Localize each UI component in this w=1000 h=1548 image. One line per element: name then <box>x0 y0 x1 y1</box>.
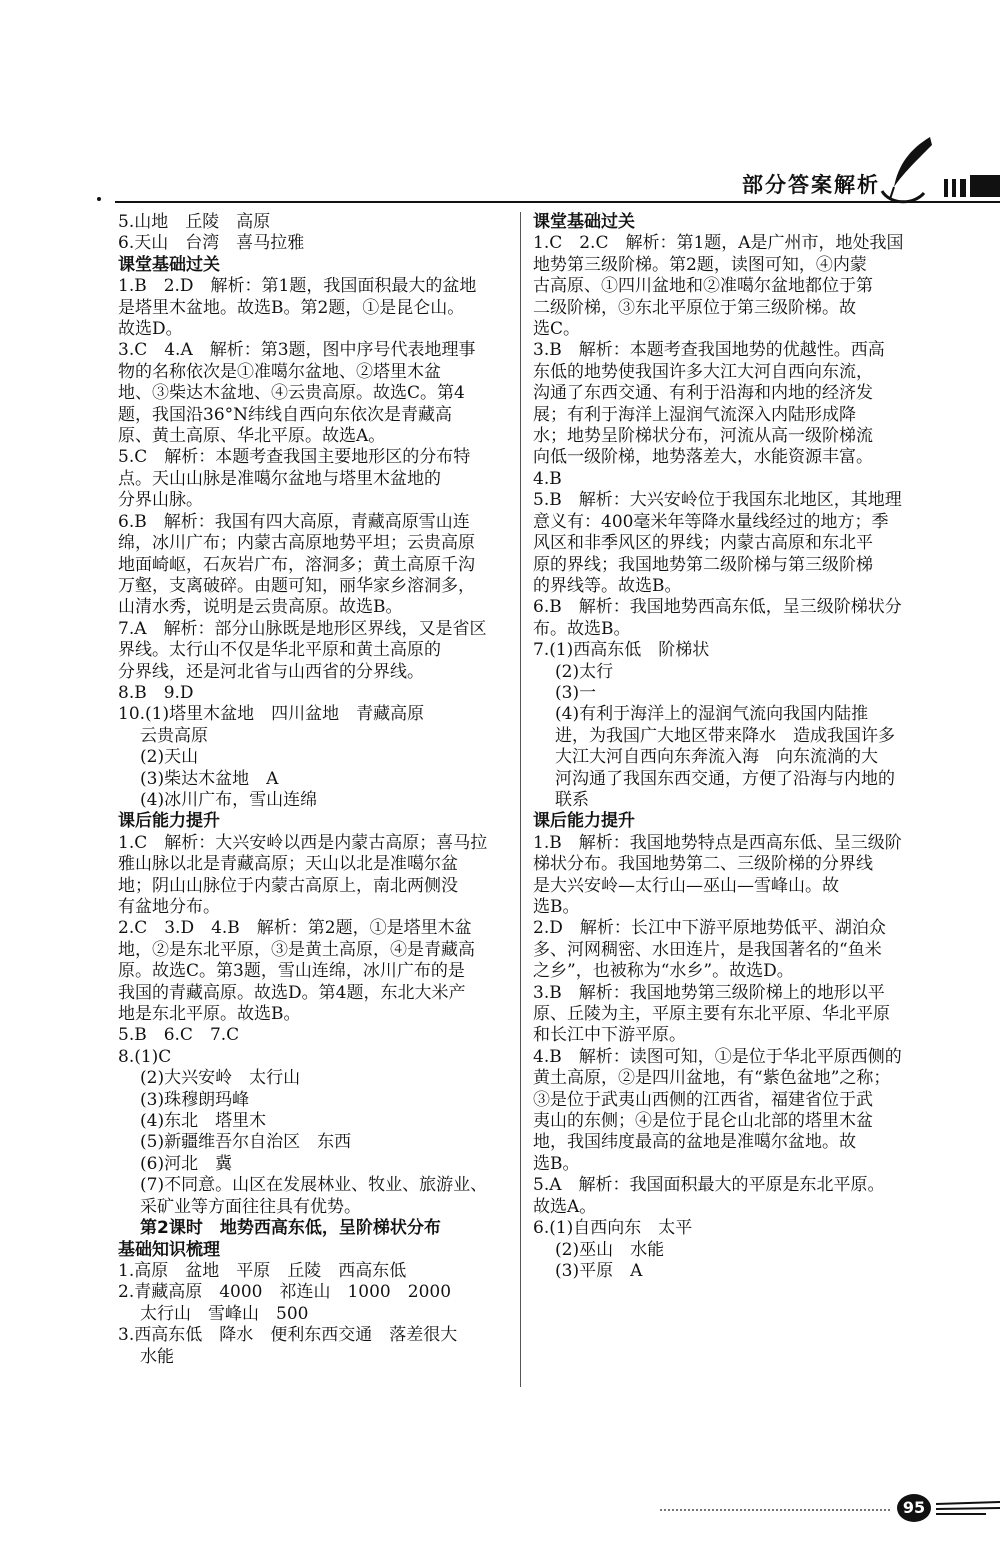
section-heading: 第2课时 地势西高东低，呈阶梯状分布 <box>140 1218 441 1239</box>
answer-line: 选B。 <box>533 897 580 917</box>
answer-line: 原。故选C。第3题，雪山连绵，冰川广布的是 <box>118 961 465 982</box>
answer-line: 水能 <box>140 1346 174 1367</box>
footer-dotted-rule <box>660 1509 890 1511</box>
answer-line: 布。故选B。 <box>533 618 631 639</box>
answer-line: (2)天山 <box>140 747 199 768</box>
answer-line: 点。天山山脉是准噶尔盆地与塔里木盆地的 <box>118 468 441 489</box>
answer-line: 雅山脉以北是青藏高原；天山以北是准噶尔盆 <box>118 854 458 875</box>
answer-line: 云贵高原 <box>140 725 208 746</box>
answer-line: 1.B 解析：我国地势特点是西高东低、呈三级阶 <box>533 832 902 853</box>
answer-line: 地；阴山山脉位于内蒙古高原上，南北两侧没 <box>118 875 458 896</box>
answer-line: 7.A 解析：部分山脉既是地形区界线，又是省区 <box>118 618 487 639</box>
header-dot <box>97 197 101 201</box>
header-bars-icon <box>944 173 1000 199</box>
answer-line: 1.C 解析：大兴安岭以西是内蒙古高原；喜马拉 <box>118 832 488 853</box>
answer-line: 绵，冰川广布；内蒙古高原地势平坦；云贵高原 <box>118 533 475 554</box>
answer-line: 界线。太行山不仅是华北平原和黄土高原的 <box>118 640 441 661</box>
answer-line: 采矿业等方面往往具有优势。 <box>140 1196 361 1217</box>
answer-line: 风区和非季风区的界线；内蒙古高原和东北平 <box>533 533 873 554</box>
answer-line: 3.西高东低 降水 便利东西交通 落差很大 <box>118 1325 458 1346</box>
answer-line: 6.B 解析：我国地势西高东低，呈三级阶梯状分 <box>533 597 902 618</box>
answer-line: 地势第三级阶梯。第2题，读图可知，④内蒙 <box>533 254 867 275</box>
answer-line: (2)太行 <box>555 661 614 682</box>
answer-line: 5.B 6.C 7.C <box>118 1025 240 1046</box>
quill-pen-icon <box>880 135 940 205</box>
answer-line: 5.B 解析：大兴安岭位于我国东北地区，其地理 <box>533 490 902 511</box>
answer-line: 分界线，还是河北省与山西省的分界线。 <box>118 661 424 682</box>
answer-line: 万壑，支离破碎。由题可知，丽华家乡溶洞多， <box>118 575 475 596</box>
answer-line: 向低一级阶梯，地势落差大，水能资源丰富。 <box>533 447 873 468</box>
section-heading: 课堂基础过关 <box>533 212 635 232</box>
answer-line: 5.山地 丘陵 高原 <box>118 212 271 232</box>
answer-line: 选C。 <box>533 319 581 340</box>
answer-line: 2.C 3.D 4.B 解析：第2题，①是塔里木盆 <box>118 918 472 939</box>
answer-line: 梯状分布。我国地势第二、三级阶梯的分界线 <box>533 854 873 875</box>
answer-line: (3)平原 A <box>555 1260 643 1281</box>
left-column <box>118 212 513 1368</box>
answer-line: 原、丘陵为主，平原主要有东北平原、华北平原 <box>533 1004 890 1025</box>
answer-line: 3.B 解析：本题考查我国地势的优越性。西高 <box>533 340 885 361</box>
page-header <box>115 165 1000 205</box>
answer-line: (2)巫山 水能 <box>555 1239 665 1260</box>
answer-line: 联系 <box>555 789 589 810</box>
answer-line: 进，为我国广大地区带来降水 造成我国许多 <box>555 725 895 746</box>
answer-line: 6.(1)自西向东 太平 <box>533 1218 693 1239</box>
answer-line: 河沟通了我国东西交通，方便了沿海与内地的 <box>555 768 895 789</box>
answer-line: 大江大河自西向东奔流入海 向东流淌的大 <box>555 747 878 768</box>
answer-line: 地，我国纬度最高的盆地是准噶尔盆地。故 <box>533 1132 856 1153</box>
answer-line: 故选A。 <box>533 1196 597 1217</box>
answer-line: 沟通了东西交通、有利于沿海和内地的经济发 <box>533 383 873 404</box>
answer-line: 1.C 2.C 解析：第1题，A是广州市，地处我国 <box>533 233 904 254</box>
answer-line: (3)一 <box>555 682 597 703</box>
section-heading: 基础知识梳理 <box>118 1239 220 1260</box>
answer-line: 多、河网稠密、水田连片，是我国著名的“鱼米 <box>533 939 882 960</box>
answer-line: 的界线等。故选B。 <box>533 575 682 596</box>
header-title: 部分答案解析 <box>742 173 880 197</box>
answer-line: 太行山 雪峰山 500 <box>140 1303 309 1324</box>
answer-line: 水；地势呈阶梯状分布，河流从高一级阶梯流 <box>533 426 873 447</box>
answer-line: 2.青藏高原 4000 祁连山 1000 2000 <box>118 1282 452 1303</box>
page-footer <box>660 1490 1000 1530</box>
answer-line: (2)大兴安岭 太行山 <box>140 1068 301 1089</box>
answer-line: 展；有利于海洋上湿润气流深入内陆形成降 <box>533 404 856 425</box>
answer-line: (4)冰川广布，雪山连绵 <box>140 789 318 810</box>
answer-line: 1.B 2.D 解析：第1题，我国面积最大的盆地 <box>118 276 477 297</box>
answer-line: 东低的地势使我国许多大江大河自西向东流， <box>533 361 873 382</box>
answer-line: (4)有利于海洋上的湿润气流向我国内陆推 <box>555 704 869 725</box>
answer-line: 地是东北平原。故选B。 <box>118 1004 301 1025</box>
answer-line: 选B。 <box>533 1153 580 1174</box>
answer-line: (3)珠穆朗玛峰 <box>140 1089 250 1110</box>
answer-line: 和长江中下游平原。 <box>533 1025 686 1046</box>
answer-line: ③是位于武夷山西侧的江西省，福建省位于武 <box>533 1089 873 1110</box>
answer-line: 故选D。 <box>118 319 183 340</box>
answer-line: 6.天山 台湾 喜马拉雅 <box>118 233 305 254</box>
answer-line: 5.A 解析：我国面积最大的平原是东北平原。 <box>533 1175 885 1196</box>
section-heading: 课后能力提升 <box>118 811 220 832</box>
answer-line: 8.(1)C <box>118 1046 172 1067</box>
answer-line: 3.B 解析：我国地势第三级阶梯上的地形以平 <box>533 982 885 1003</box>
answer-line: 是塔里木盆地。故选B。第2题，①是昆仑山。 <box>118 297 465 318</box>
answer-line: 1.高原 盆地 平原 丘陵 西高东低 <box>118 1260 407 1281</box>
answer-line: 6.B 解析：我国有四大高原，青藏高原雪山连 <box>118 511 470 532</box>
answer-line: 之乡”，也被称为“水乡”。故选D。 <box>533 961 794 982</box>
answer-line: 黄土高原，②是四川盆地，有“紫色盆地”之称； <box>533 1068 891 1089</box>
answer-line: 地，②是东北平原，③是黄土高原，④是青藏高 <box>118 939 475 960</box>
answer-line: 5.C 解析：本题考查我国主要地形区的分布特 <box>118 447 471 468</box>
answer-line: 物的名称依次是①准噶尔盆地、②塔里木盆 <box>118 361 441 382</box>
answer-line: 意义有：400毫米年等降水量线经过的地方；季 <box>533 511 889 532</box>
answer-line: 古高原、①四川盆地和②准噶尔盆地都位于第 <box>533 276 873 297</box>
answer-line: 地面崎岖，石灰岩广布，溶洞多；黄土高原千沟 <box>118 554 475 575</box>
right-column <box>533 212 933 1282</box>
answer-line: 7.(1)西高东低 阶梯状 <box>533 640 710 661</box>
answer-line: 3.C 4.A 解析：第3题，图中序号代表地理事 <box>118 340 476 361</box>
answer-line: (4)东北 塔里木 <box>140 1111 267 1132</box>
answer-line: 我国的青藏高原。故选D。第4题，东北大米产 <box>118 982 466 1003</box>
column-divider <box>520 212 521 1387</box>
footer-speed-lines-icon <box>936 1498 1000 1518</box>
answer-line: 分界山脉。 <box>118 490 203 511</box>
answer-line: 山清水秀，说明是云贵高原。故选B。 <box>118 597 403 618</box>
section-heading: 课堂基础过关 <box>118 254 220 275</box>
page-number: 95 <box>897 1494 931 1522</box>
answer-line: 地、③柴达木盆地、④云贵高原。故选C。第4 <box>118 383 465 404</box>
answer-line: 原的界线；我国地势第二级阶梯与第三级阶梯 <box>533 554 873 575</box>
answer-line: 夷山的东侧；④是位于昆仑山北部的塔里木盆 <box>533 1111 873 1132</box>
answer-line: 10.(1)塔里木盆地 四川盆地 青藏高原 <box>118 704 425 725</box>
answer-line: 有盆地分布。 <box>118 897 220 917</box>
answer-line: 4.B 解析：读图可知，①是位于华北平原西侧的 <box>533 1046 902 1067</box>
answer-line: 2.D 解析：长江中下游平原地势低平、湖泊众 <box>533 918 886 939</box>
answer-line: (5)新疆维吾尔自治区 东西 <box>140 1132 352 1153</box>
answer-line: 8.B 9.D <box>118 682 194 703</box>
answer-line: 题，我国沿36°N纬线自西向东依次是青藏高 <box>118 404 453 425</box>
answer-line: (3)柴达木盆地 A <box>140 768 279 789</box>
section-heading: 课后能力提升 <box>533 811 635 832</box>
answer-line: 原、黄土高原、华北平原。故选A。 <box>118 426 386 447</box>
answer-line: (6)河北 冀 <box>140 1153 233 1174</box>
answer-line: 是大兴安岭—太行山—巫山—雪峰山。故 <box>533 875 839 896</box>
answer-line: 二级阶梯，③东北平原位于第三级阶梯。故 <box>533 297 856 318</box>
answer-line: 4.B <box>533 468 562 489</box>
answer-line: (7)不同意。山区在发展林业、牧业、旅游业、 <box>140 1175 488 1196</box>
header-rule <box>115 201 1000 203</box>
